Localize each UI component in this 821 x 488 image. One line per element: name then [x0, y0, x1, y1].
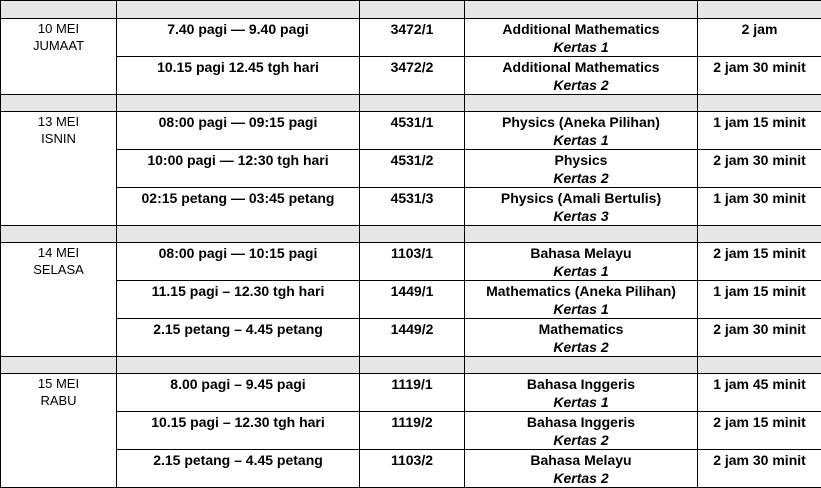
time-cell: 2.15 petang – 4.45 petang: [117, 450, 360, 488]
subject-name: Mathematics (Aneka Pilihan): [486, 283, 676, 299]
duration-cell: 2 jam 30 minit: [698, 57, 821, 95]
time-cell: 7.40 pagi — 9.40 pagi: [117, 19, 360, 57]
table-row: [1, 319, 821, 357]
paper-label: Kertas 1: [465, 262, 697, 280]
exam-date: 14 MEI: [1, 244, 116, 261]
code-cell: 4531/1: [360, 112, 465, 150]
code-cell: 4531/3: [360, 188, 465, 226]
subject-name: Additional Mathematics: [502, 59, 659, 75]
exam-weekday: JUMAAT: [1, 37, 116, 54]
subject-name: Bahasa Inggeris: [527, 414, 635, 430]
subject-cell: [465, 188, 698, 226]
time-cell: 8.00 pagi – 9.45 pagi: [117, 374, 360, 412]
exam-date: 15 MEI: [1, 375, 116, 392]
separator-row: [1, 1, 821, 19]
time-cell: 02:15 petang — 03:45 petang: [117, 188, 360, 226]
subject-cell: [465, 374, 698, 412]
exam-date: 10 MEI: [1, 20, 116, 37]
subject-name: Physics (Aneka Pilihan): [502, 114, 660, 130]
table-row: [1, 112, 821, 150]
paper-label: Kertas 2: [465, 169, 697, 187]
code-cell: 1103/1: [360, 243, 465, 281]
subject-name: Bahasa Melayu: [530, 452, 631, 468]
time-cell: 10:00 pagi — 12:30 tgh hari: [117, 150, 360, 188]
duration-cell: 2 jam 30 minit: [698, 319, 821, 357]
subject-cell: [465, 243, 698, 281]
paper-label: Kertas 2: [465, 76, 697, 94]
code-cell: 1103/2: [360, 450, 465, 488]
time-cell: 2.15 petang – 4.45 petang: [117, 319, 360, 357]
subject-name: Bahasa Inggeris: [527, 376, 635, 392]
code-cell: 1449/2: [360, 319, 465, 357]
duration-cell: 2 jam 15 minit: [698, 243, 821, 281]
subject-name: Bahasa Melayu: [530, 245, 631, 261]
exam-weekday: ISNIN: [1, 130, 116, 147]
table-row: [1, 19, 821, 57]
duration-cell: 1 jam 15 minit: [698, 281, 821, 319]
table-row: [1, 281, 821, 319]
subject-cell: [465, 57, 698, 95]
duration-cell: 2 jam 30 minit: [698, 150, 821, 188]
subject-name: Additional Mathematics: [502, 21, 659, 37]
paper-label: Kertas 2: [465, 338, 697, 356]
day-cell: [1, 19, 117, 95]
table-row: [1, 243, 821, 281]
table-row: [1, 412, 821, 450]
paper-label: Kertas 2: [465, 431, 697, 449]
duration-cell: 2 jam 30 minit: [698, 450, 821, 488]
subject-cell: [465, 319, 698, 357]
code-cell: 1119/2: [360, 412, 465, 450]
code-cell: 1119/1: [360, 374, 465, 412]
time-cell: 08:00 pagi — 10:15 pagi: [117, 243, 360, 281]
paper-label: Kertas 2: [465, 469, 697, 487]
time-cell: 08:00 pagi — 09:15 pagi: [117, 112, 360, 150]
paper-label: Kertas 1: [465, 38, 697, 56]
table-row: [1, 57, 821, 95]
duration-cell: 1 jam 30 minit: [698, 188, 821, 226]
separator-row: [1, 95, 821, 112]
paper-label: Kertas 1: [465, 131, 697, 149]
paper-label: Kertas 1: [465, 393, 697, 411]
time-cell: 10.15 pagi 12.45 tgh hari: [117, 57, 360, 95]
table-row: [1, 188, 821, 226]
time-cell: 11.15 pagi – 12.30 tgh hari: [117, 281, 360, 319]
day-cell: [1, 112, 117, 226]
subject-name: Mathematics: [539, 321, 624, 337]
subject-cell: [465, 412, 698, 450]
duration-cell: 2 jam 15 minit: [698, 412, 821, 450]
duration-cell: 2 jam: [698, 19, 821, 57]
table-row: [1, 150, 821, 188]
code-cell: 4531/2: [360, 150, 465, 188]
paper-label: Kertas 1: [465, 300, 697, 318]
code-cell: 3472/2: [360, 57, 465, 95]
schedule-body: [1, 1, 821, 488]
table-row: [1, 374, 821, 412]
duration-cell: 1 jam 15 minit: [698, 112, 821, 150]
exam-date: 13 MEI: [1, 113, 116, 130]
code-cell: 3472/1: [360, 19, 465, 57]
separator-row: [1, 357, 821, 374]
subject-name: Physics (Amali Bertulis): [501, 190, 661, 206]
exam-weekday: RABU: [1, 392, 116, 409]
subject-cell: [465, 281, 698, 319]
separator-row: [1, 226, 821, 243]
subject-cell: [465, 112, 698, 150]
exam-weekday: SELASA: [1, 261, 116, 278]
day-cell: [1, 374, 117, 488]
code-cell: 1449/1: [360, 281, 465, 319]
day-cell: [1, 243, 117, 357]
subject-cell: [465, 150, 698, 188]
subject-name: Physics: [555, 152, 608, 168]
duration-cell: 1 jam 45 minit: [698, 374, 821, 412]
subject-cell: [465, 19, 698, 57]
time-cell: 10.15 pagi – 12.30 tgh hari: [117, 412, 360, 450]
paper-label: Kertas 3: [465, 207, 697, 225]
